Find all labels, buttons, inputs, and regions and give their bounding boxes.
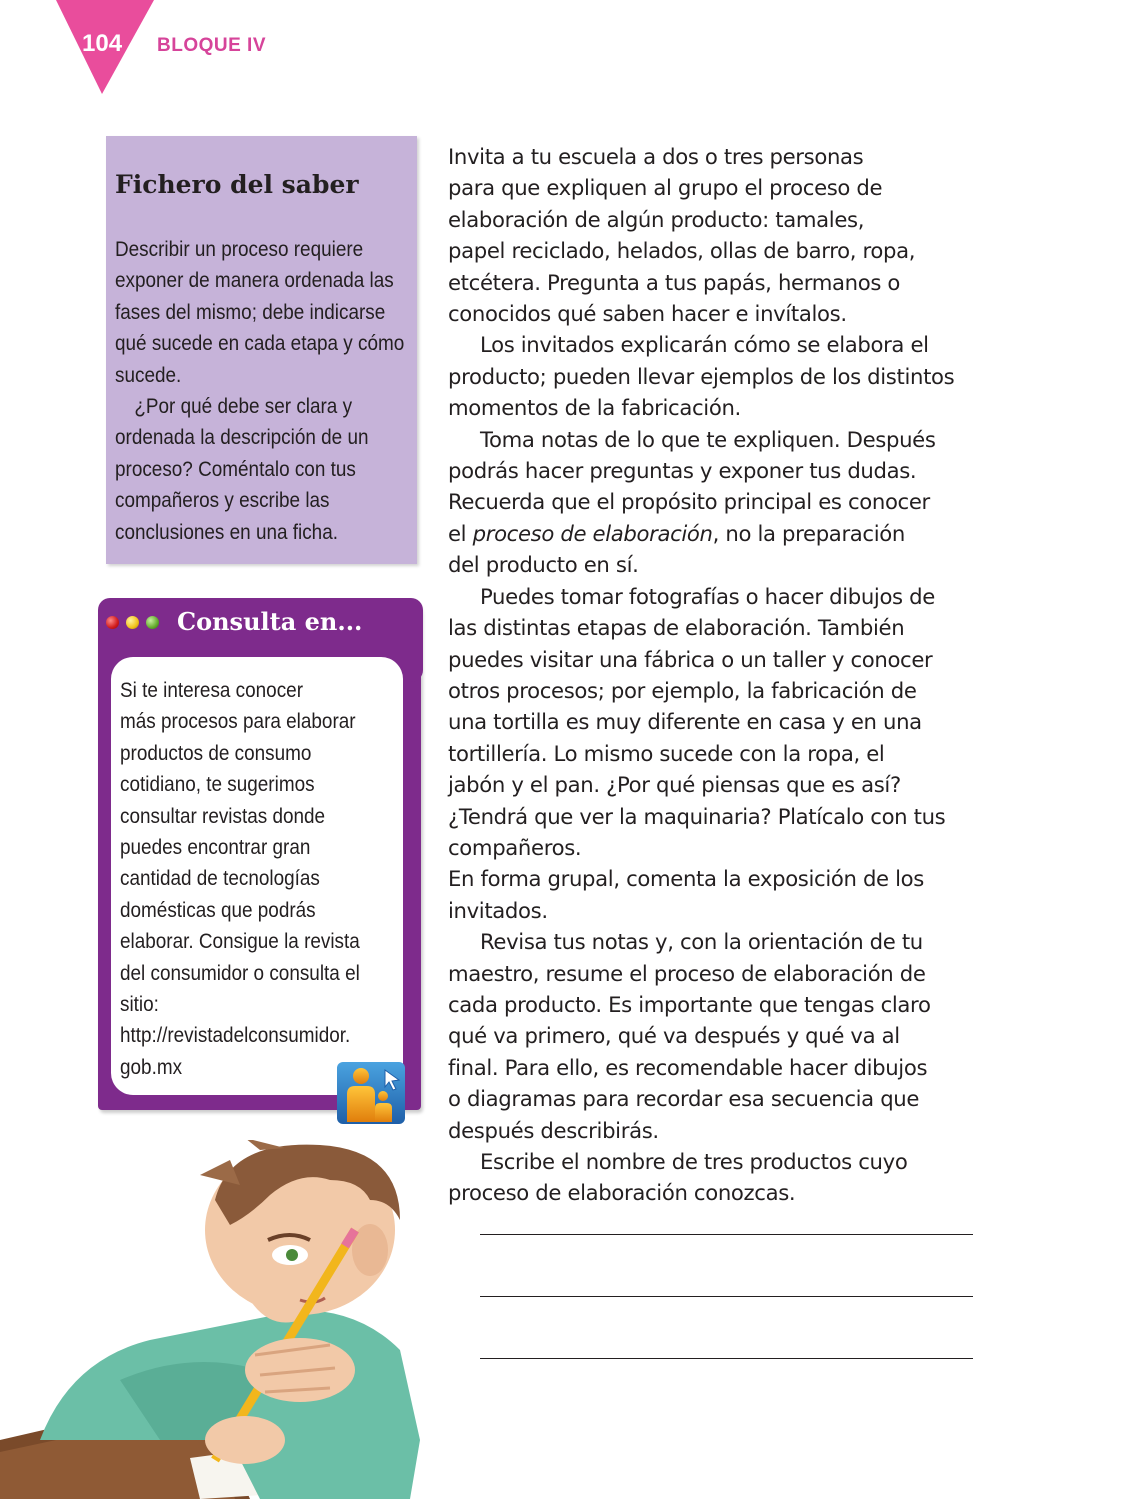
text-line: otros procesos; por ejemplo, la fabricación de <box>448 677 917 703</box>
emphasis-text: proceso de elaboración <box>472 520 713 546</box>
consulta-line: cantidad de tecnologías <box>120 866 320 891</box>
text-line: final. Para ello, es recomendable hacer dibujos <box>448 1054 928 1080</box>
text-line: etcétera. Pregunta a tus papás, hermanos o <box>448 269 901 295</box>
consulta-line: cotidiano, te sugerimos <box>120 772 315 797</box>
yellow-dot-icon <box>126 616 139 629</box>
fichero-body <box>115 234 410 548</box>
text-line: Recuerda que el propósito principal es conocer <box>448 489 930 515</box>
text-line: después describirás. <box>448 1117 659 1143</box>
text-line: para que expliquen al grupo el proceso de <box>448 175 883 201</box>
consulta-line: sitio: <box>120 992 159 1017</box>
text-line: Invita a tu escuela a dos o tres personas <box>448 144 864 169</box>
text-fragment: , no la preparación <box>712 520 905 546</box>
consulta-box <box>98 598 421 1110</box>
page-number: 104 <box>82 30 123 57</box>
fichero-paragraph-2: ¿Por qué debe ser clara y ordenada la descripción de un proceso? Coméntalo con tus compañeros y escribe las conclusiones en una ficha. <box>115 394 369 544</box>
consulta-url-line[interactable]: gob.mx <box>120 1054 183 1079</box>
text-line: Toma notas de lo que te expliquen. Después <box>480 426 936 452</box>
text-line: podrás hacer preguntas y exponer tus dudas. <box>448 458 917 484</box>
text-line: puedes visitar una fábrica o un taller y conocer <box>448 646 933 672</box>
text-line: compañeros. <box>448 834 582 860</box>
consulta-line: más procesos para elaborar <box>120 709 356 734</box>
answer-line-2[interactable] <box>480 1296 973 1297</box>
text-line: una tortilla es muy diferente en casa y en una <box>448 709 922 735</box>
text-line: maestro, resume el proceso de elaboración de <box>448 960 926 986</box>
main-text <box>448 141 988 1209</box>
text-fragment: el <box>448 520 473 546</box>
answer-line-1[interactable] <box>480 1234 973 1235</box>
consulta-line: Si te interesa conocer <box>120 678 303 702</box>
text-line: las distintas etapas de elaboración. También <box>448 615 905 641</box>
text-line: qué va primero, qué va después y qué va al <box>448 1023 900 1049</box>
text-line <box>448 518 988 549</box>
text-line: conocidos qué saben hacer e invítalos. <box>448 301 847 327</box>
boy-writing-illustration <box>0 1140 440 1499</box>
consulta-title: Consulta en... <box>177 607 363 636</box>
fichero-title: Fichero del saber <box>115 170 359 199</box>
text-line: ¿Tendrá que ver la maquinaria? Platícalo con tus <box>448 803 946 829</box>
text-line: del producto en sí. <box>448 552 639 578</box>
green-dot-icon <box>146 616 159 629</box>
text-line: Puedes tomar fotografías o hacer dibujos de <box>480 583 935 609</box>
text-line: En forma grupal, comenta la exposición de los <box>448 866 924 892</box>
text-line: cada producto. Es importante que tengas claro <box>448 991 931 1017</box>
text-line: papel reciclado, helados, ollas de barro, ropa, <box>448 238 916 264</box>
consulta-body <box>120 675 402 1083</box>
consulta-line: puedes encontrar gran <box>120 835 311 860</box>
text-line: invitados. <box>448 897 548 923</box>
text-line: Escribe el nombre de tres productos cuyo <box>480 1149 908 1174</box>
web-user-icon <box>337 1062 407 1126</box>
text-line: elaboración de algún producto: tamales, <box>448 206 865 232</box>
answer-line-3[interactable] <box>480 1358 973 1359</box>
text-line: momentos de la fabricación. <box>448 395 741 421</box>
fichero-paragraph-1: Describir un proceso requiere exponer de manera ordenada las fases del mismo; debe indicarse qué sucede en cada etapa y cómo sucede. <box>115 237 405 387</box>
consulta-url-line[interactable]: http://revistadelconsumidor. <box>120 1023 351 1048</box>
text-line: jabón y el pan. ¿Por qué piensas que es así? <box>448 772 901 798</box>
fichero-box <box>106 136 417 564</box>
text-line: tortillería. Lo mismo sucede con la ropa, el <box>448 740 885 766</box>
consulta-line: consultar revistas donde <box>120 803 326 828</box>
text-line: Revisa tus notas y, con la orientación de tu <box>480 929 923 955</box>
consulta-tab <box>398 598 423 682</box>
corner-triangle <box>0 0 160 100</box>
consulta-line: del consumidor o consulta el <box>120 960 360 985</box>
block-label: BLOQUE IV <box>157 35 267 56</box>
text-line: producto; pueden llevar ejemplos de los distintos <box>448 363 955 389</box>
text-line: proceso de elaboración conozcas. <box>448 1180 796 1206</box>
text-line: Los invitados explicarán cómo se elabora el <box>480 332 929 358</box>
consulta-line: elaborar. Consigue la revista <box>120 929 360 954</box>
consulta-card <box>111 657 403 1095</box>
red-dot-icon <box>106 616 119 629</box>
text-line: o diagramas para recordar esa secuencia que <box>448 1086 920 1112</box>
consulta-line: productos de consumo <box>120 740 312 765</box>
consulta-line: domésticas que podrás <box>120 897 316 922</box>
